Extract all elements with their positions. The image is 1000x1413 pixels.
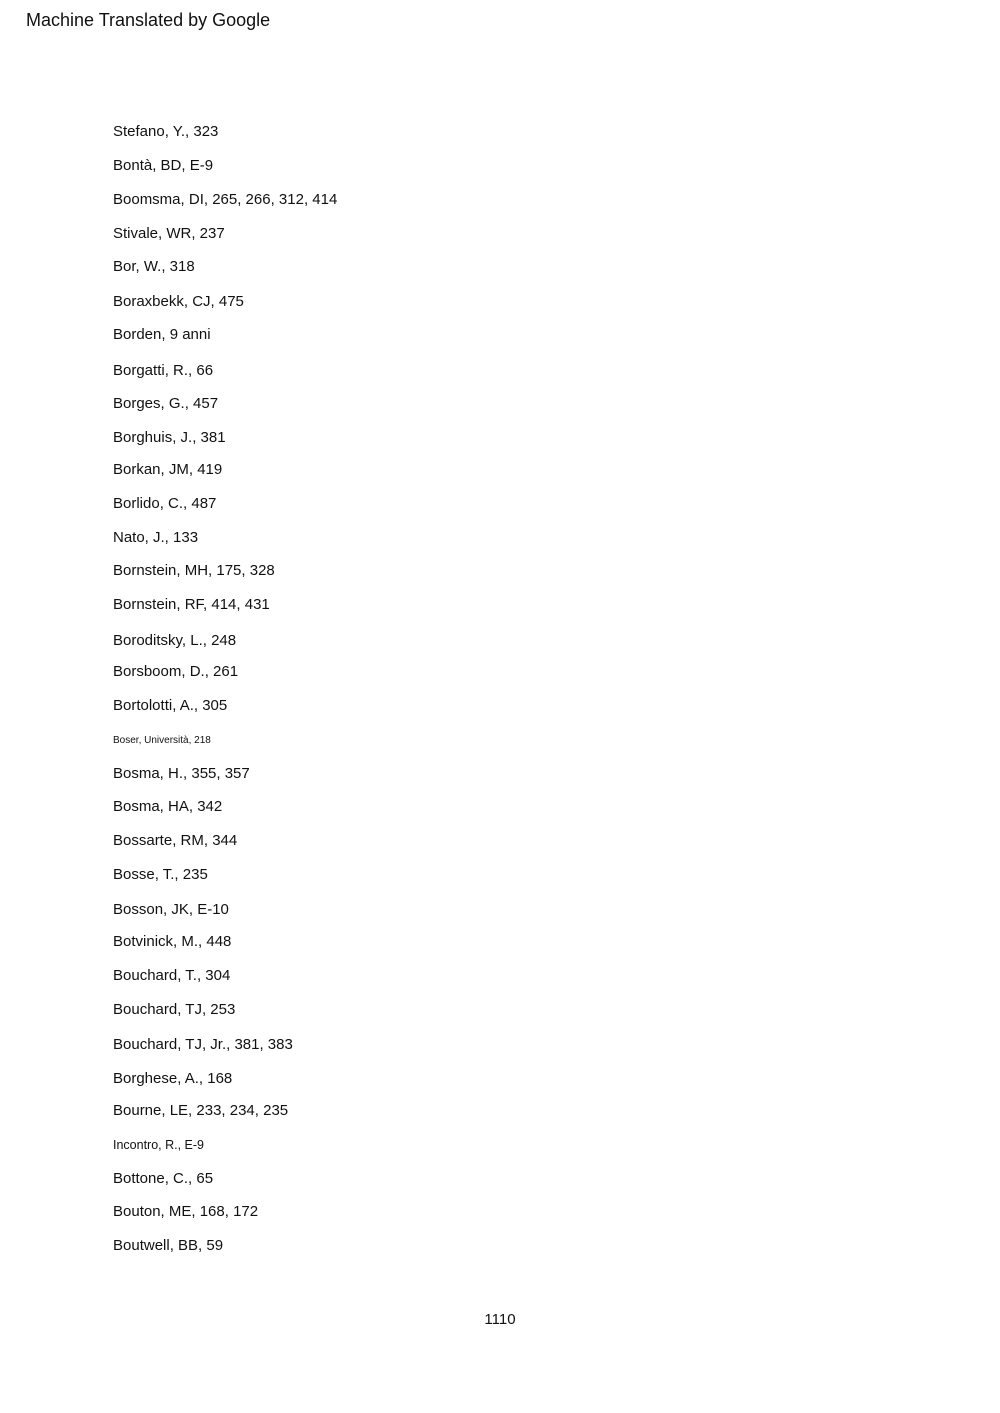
index-entry: Bor, W., 318 [113, 258, 195, 275]
index-entry: Borghuis, J., 381 [113, 429, 226, 446]
index-entry: Boutwell, BB, 59 [113, 1237, 224, 1254]
index-entry: Borlido, C., 487 [113, 495, 217, 512]
index-entry: Bourne, LE, 233, 234, 235 [113, 1102, 289, 1119]
index-entry: Bosma, HA, 342 [113, 798, 223, 815]
index-entry: Bouton, ME, 168, 172 [113, 1203, 259, 1220]
index-entry: Borkan, JM, 419 [113, 461, 223, 478]
index-entry: Bouchard, T., 304 [113, 967, 231, 984]
index-entry: Bossarte, RM, 344 [113, 832, 238, 849]
index-entry: Bouchard, TJ, Jr., 381, 383 [113, 1036, 293, 1053]
index-entry: Bosma, H., 355, 357 [113, 765, 250, 782]
index-entry: Boraxbekk, CJ, 475 [113, 293, 244, 310]
page-number: 1110 [484, 1311, 516, 1328]
machine-translation-banner: Machine Translated by Google [26, 10, 271, 30]
index-entry: Boroditsky, L., 248 [113, 632, 237, 649]
index-entry: Bortolotti, A., 305 [113, 697, 228, 714]
index-entry: Stefano, Y., 323 [113, 123, 219, 140]
index-entry: Bontà, BD, E-9 [113, 157, 214, 174]
index-entry: Borsboom, D., 261 [113, 663, 239, 680]
index-entry: Bottone, C., 65 [113, 1170, 214, 1187]
index-entry: Botvinick, M., 448 [113, 933, 232, 950]
index-entry: Nato, J., 133 [113, 529, 199, 546]
index-entry: Boser, Università, 218 [113, 735, 211, 746]
index-entry: Borges, G., 457 [113, 395, 219, 412]
index-entry: Incontro, R., E-9 [113, 1138, 205, 1152]
index-entry: Borden, 9 anni [113, 326, 211, 343]
index-entry: Borghese, A., 168 [113, 1070, 233, 1087]
index-entry: Boomsma, DI, 265, 266, 312, 414 [113, 191, 338, 208]
index-entry: Bornstein, MH, 175, 328 [113, 562, 275, 579]
index-entry: Bosse, T., 235 [113, 866, 208, 883]
index-entry: Bosson, JK, E-10 [113, 901, 229, 918]
index-entry: Stivale, WR, 237 [113, 225, 225, 242]
index-entry: Bornstein, RF, 414, 431 [113, 596, 270, 613]
index-entry: Borgatti, R., 66 [113, 362, 214, 379]
index-entry: Bouchard, TJ, 253 [113, 1001, 236, 1018]
